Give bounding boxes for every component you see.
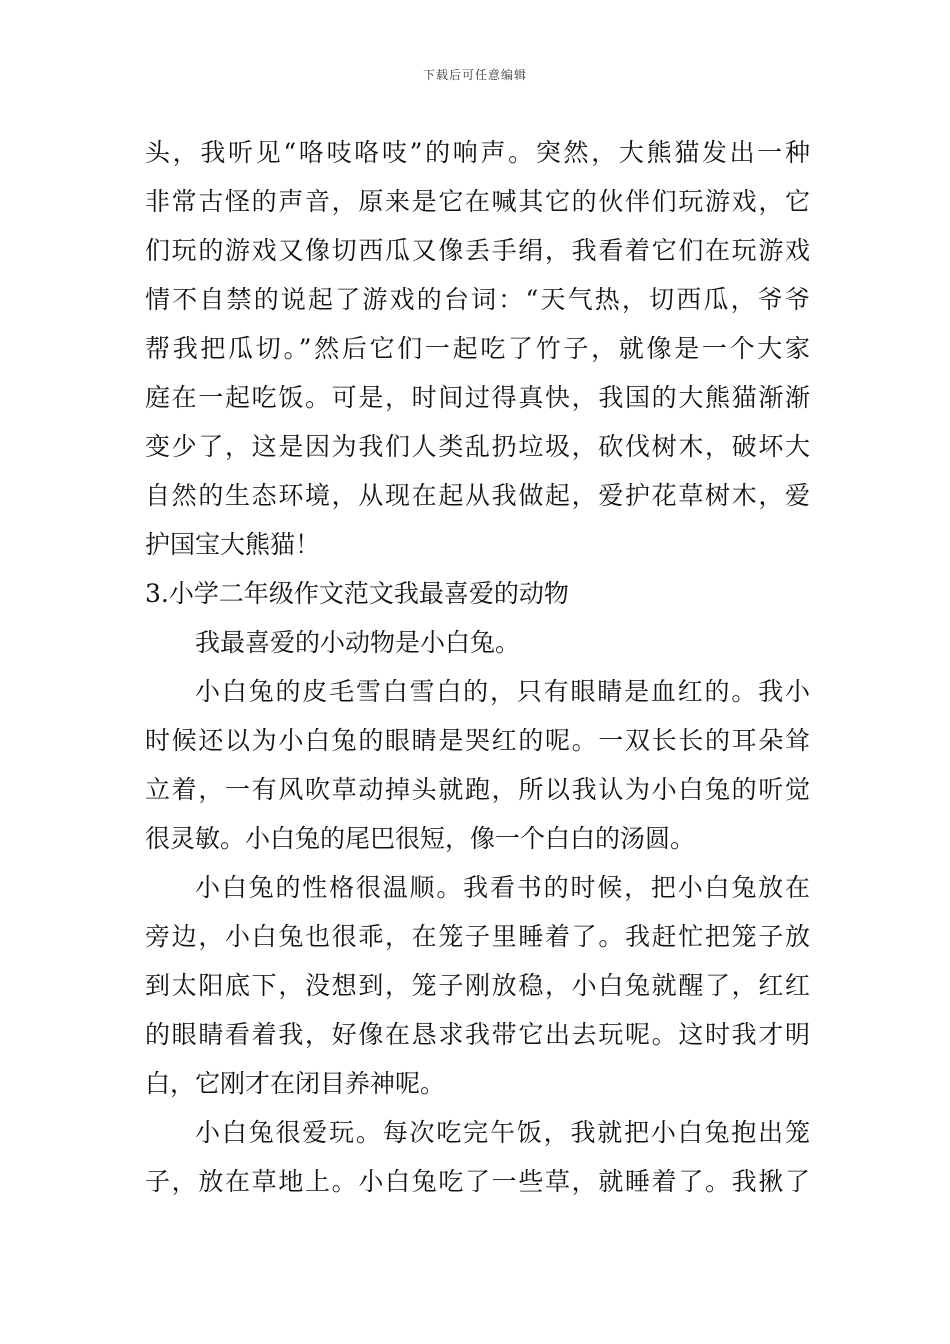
paragraph-line: 帮我把瓜切。”然后它们一起吃了竹子，就像是一个大家: [145, 334, 810, 363]
paragraph-line: 小白兔的性格很温顺。我看书的时候，把小白兔放在: [195, 873, 810, 902]
paragraph-line: 小白兔很爱玩。每次吃完午饭，我就把小白兔抱出笼: [195, 1118, 810, 1147]
paragraph-line: 立着，一有风吹草动掉头就跑，所以我认为小白兔的听觉: [145, 775, 810, 804]
paragraph-line: 们玩的游戏又像切西瓜又像丢手绢，我看着它们在玩游戏: [145, 236, 810, 265]
paragraph-line: 时候还以为小白兔的眼睛是哭红的呢。一双长长的耳朵耸: [145, 726, 810, 755]
document-body: [145, 128, 810, 1206]
paragraph-line: 非常古怪的声音，原来是它在喊其它的伙伴们玩游戏，它: [145, 187, 810, 216]
paragraph-line: 庭在一起吃饭。可是，时间过得真快，我国的大熊猫渐渐: [145, 383, 810, 412]
paragraph-line: 的眼睛看着我，好像在恳求我带它出去玩呢。这时我才明: [145, 1020, 810, 1049]
paragraph-line: 旁边，小白兔也很乖，在笼子里睡着了。我赶忙把笼子放: [145, 922, 810, 951]
paragraph-line: 我最喜爱的小动物是小白兔。: [195, 628, 521, 657]
paragraph-line: 变少了，这是因为我们人类乱扔垃圾，砍伐树木，破坏大: [145, 432, 810, 461]
paragraph-line: 到太阳底下，没想到，笼子刚放稳，小白兔就醒了，红红: [145, 971, 810, 1000]
paragraph-line: 很灵敏。小白兔的尾巴很短，像一个白白的汤圆。: [145, 824, 696, 853]
paragraph-line: 护国宝大熊猫！: [145, 530, 321, 559]
page-header-note: 下载后可任意编辑: [422, 68, 527, 82]
paragraph-line: 自然的生态环境，从现在起从我做起，爱护花草树木，爱: [145, 481, 810, 510]
section-heading: 3.小学二年级作文范文我最喜爱的动物: [145, 579, 569, 608]
paragraph-line: 头，我听见“咯吱咯吱”的响声。突然，大熊猫发出一种: [145, 138, 810, 167]
paragraph-line: 小白兔的皮毛雪白雪白的，只有眼睛是血红的。我小: [195, 677, 810, 706]
paragraph-line: 情不自禁的说起了游戏的台词：“天气热，切西瓜，爷爷: [145, 285, 810, 314]
paragraph-line: 白，它刚才在闭目养神呢。: [145, 1069, 446, 1098]
paragraph-line: 子，放在草地上。小白兔吃了一些草，就睡着了。我揪了: [145, 1167, 810, 1196]
